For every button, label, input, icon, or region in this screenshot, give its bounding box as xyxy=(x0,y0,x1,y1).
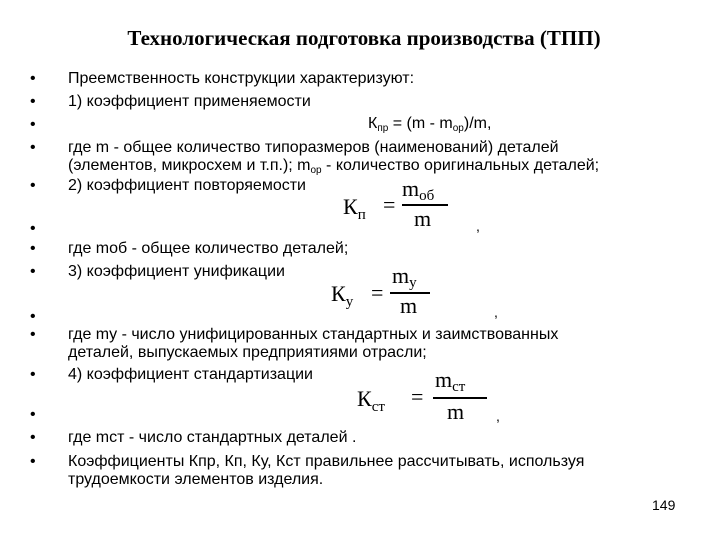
bullet: • xyxy=(30,93,36,110)
formula-kst-den: m xyxy=(447,399,465,424)
bullet: • xyxy=(30,326,36,343)
text-line-coefficients-note: Коэффициенты Кпр, Кп, Ку, Кст правильнее рассчитывать, используя xyxy=(68,453,585,470)
text-line-unification: 3) коэффициент унификации xyxy=(68,263,285,280)
formula-kn-comma: , xyxy=(476,218,480,234)
bullet: • xyxy=(30,453,36,470)
formula-kst-lhs: $К_{ст}$ xyxy=(357,386,385,415)
formula-kn-den: m xyxy=(414,206,432,231)
text-m-cont-head: (элементов, микросхем и т.п.); m xyxy=(68,157,311,174)
formula-kpr-tail: )/m, xyxy=(463,115,492,132)
bullet: • xyxy=(30,263,36,280)
page-number: 149 xyxy=(652,497,676,513)
formula-kst-comma: , xyxy=(496,408,500,424)
formula-kpr-k: К xyxy=(368,115,378,132)
text-line-repeatability: 2) коэффициент повторяемости xyxy=(68,177,306,194)
bullet: • xyxy=(30,308,36,325)
bullet: • xyxy=(30,139,36,156)
text-m-cont-sub: ор xyxy=(310,165,322,176)
formula-kpr-m-sub: ор xyxy=(452,123,464,134)
formula-ky-num: $m_у$ xyxy=(392,263,417,291)
formula-kpr-k-sub: пр xyxy=(377,123,389,134)
text-line-coefficients-note-cont: трудоемкости элементов изделия. xyxy=(68,471,324,488)
text-line-my-definition: где mу - число унифицированных стандартных и заимствованных xyxy=(68,326,559,343)
text-line-my-definition-cont: деталей, выпускаемых предприятиями отрасли; xyxy=(68,344,427,361)
formula-kst-num: $m_{ст}$ xyxy=(435,367,466,395)
formula-kpr-eq: = (m - m xyxy=(388,115,453,132)
formula-ky-eq: = xyxy=(371,280,384,305)
page-title: Технологическая подготовка производства (ТПП) xyxy=(127,26,601,50)
formula-kn-eq: = xyxy=(383,192,396,217)
formula-kn-num: $m_{об}$ xyxy=(402,176,435,204)
text-line-standardization: 4) коэффициент стандартизации xyxy=(68,366,313,383)
formula-kst-eq: = xyxy=(411,384,424,409)
text-line-mst-definition: где mст - число стандартных деталей . xyxy=(68,429,357,446)
formula-kpr xyxy=(368,115,491,134)
text-line-mob-definition: где mоб - общее количество деталей; xyxy=(68,240,349,257)
formula-ky-comma: , xyxy=(494,304,498,320)
bullet: • xyxy=(30,406,36,423)
bullet: • xyxy=(30,429,36,446)
bullet: • xyxy=(30,220,36,237)
formula-kn-lhs: $К_п$ xyxy=(343,194,366,223)
bullet: • xyxy=(30,366,36,383)
text-line-m-definition: где m - общее количество типоразмеров (наименований) деталей xyxy=(68,139,559,156)
text-line-applicability: 1) коэффициент применяемости xyxy=(68,93,311,110)
bullet: • xyxy=(30,240,36,257)
text-line-continuity: Преемственность конструкции характеризуют: xyxy=(68,70,415,87)
formula-ky-lhs: $К_у$ xyxy=(331,281,354,310)
formula-ky-den: m xyxy=(400,293,418,318)
bullet: • xyxy=(30,116,36,133)
bullet: • xyxy=(30,70,36,87)
bullet: • xyxy=(30,177,36,194)
text-m-cont-tail: - количество оригинальных деталей; xyxy=(321,157,600,174)
